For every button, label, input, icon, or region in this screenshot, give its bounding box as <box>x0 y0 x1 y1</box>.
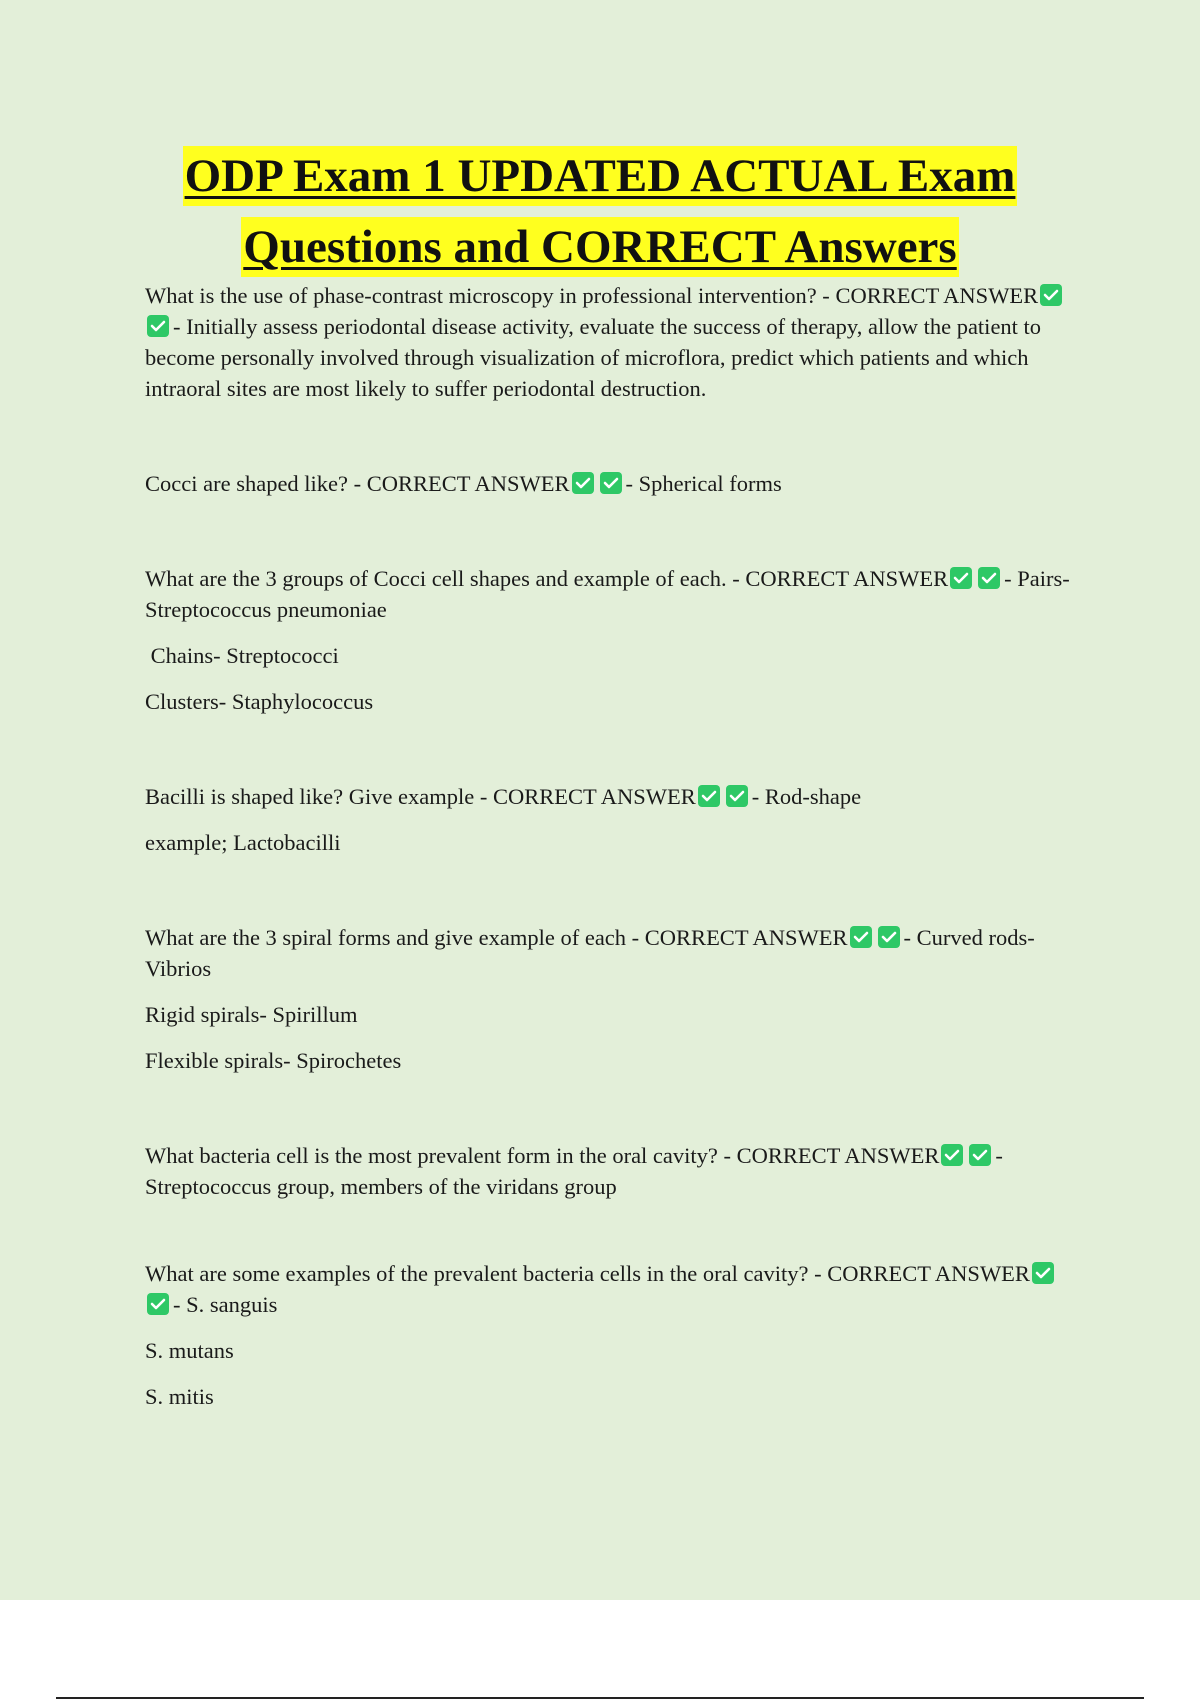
qa-item <box>145 468 1085 499</box>
answer-text: - S. sanguis <box>173 1292 278 1317</box>
answer-line: S. mutans <box>145 1338 234 1363</box>
check-mark-icon <box>147 315 169 337</box>
check-mark-icon <box>572 472 594 494</box>
question-text: What is the use of phase-contrast microscopy in professional intervention? - CORRECT ANSWER - Initially assess periodontal disease activity, evaluate the success of therapy, allow the patient to become personally involved through visualization of microflora, predict which patients and which intraoral sites are most likely to suffer periodontal destruction. <box>145 280 1085 404</box>
question-text: What are the 3 groups of Cocci cell shapes and example of each. - CORRECT ANSWER - Pairs- Streptococcus pneumoniae <box>145 566 1070 622</box>
check-mark-icon <box>147 1293 169 1315</box>
qa-item <box>145 781 1085 858</box>
check-mark-icon <box>726 785 748 807</box>
answer-line: Clusters- Staphylococcus <box>145 689 374 714</box>
check-mark-icon <box>941 1144 963 1166</box>
check-mark-icon <box>878 926 900 948</box>
correct-answer-label: CORRECT ANSWER <box>736 1143 940 1168</box>
footer-divider <box>56 1697 1144 1699</box>
check-mark-icon <box>600 472 622 494</box>
correct-answer-label: CORRECT ANSWER <box>827 1261 1030 1286</box>
answer-text: - Spherical forms <box>625 471 782 496</box>
correct-answer-label: CORRECT ANSWER <box>493 784 696 809</box>
qa-item <box>145 1258 1085 1412</box>
answer-text: - Streptococcus group, members of the viridans group <box>145 1143 1003 1199</box>
question-text: Bacilli is shaped like? Give example - CORRECT ANSWER - Rod-shape <box>145 784 862 809</box>
check-mark-icon <box>1032 1262 1054 1284</box>
title-line-2: Questions and CORRECT Answers <box>241 217 958 277</box>
check-mark-icon <box>969 1144 991 1166</box>
answer-text: - Initially assess periodontal disease activity, evaluate the success of therapy, allow the patient to become personally involved through visualization of microflora, predict which patients and which intraoral sites are most likely to suffer periodontal destruction. <box>145 314 1042 401</box>
qa-list <box>145 280 1085 1412</box>
correct-answer-label: CORRECT ANSWER <box>366 471 570 496</box>
answer-text: - Rod-shape <box>751 784 862 809</box>
answer-line: Chains- Streptococci <box>145 643 339 668</box>
title-line-1: ODP Exam 1 UPDATED ACTUAL Exam <box>183 146 1018 206</box>
check-mark-icon <box>1040 284 1062 306</box>
document-title <box>0 146 1200 288</box>
qa-item <box>145 1140 1085 1202</box>
answer-line: Rigid spirals- Spirillum <box>145 1002 358 1027</box>
check-mark-icon <box>950 567 972 589</box>
correct-answer-label: CORRECT ANSWER <box>745 566 949 591</box>
question-text: What are the 3 spiral forms and give example of each - CORRECT ANSWER - Curved rods- Vibrios <box>145 925 1035 981</box>
question-text: What are some examples of the prevalent bacteria cells in the oral cavity? - CORRECT ANSWER - S. sanguis <box>145 1258 1085 1320</box>
check-mark-icon <box>850 926 872 948</box>
question-text: Cocci are shaped like? - CORRECT ANSWER - Spherical forms <box>145 471 782 496</box>
correct-answer-label: CORRECT ANSWER <box>644 925 848 950</box>
answer-text: - Curved rods- Vibrios <box>145 925 1035 981</box>
qa-item <box>145 563 1085 717</box>
answer-line: Flexible spirals- Spirochetes <box>145 1048 402 1073</box>
qa-item <box>145 922 1085 1076</box>
qa-item <box>145 280 1085 404</box>
answer-line: S. mitis <box>145 1384 214 1409</box>
question-text: What bacteria cell is the most prevalent form in the oral cavity? - CORRECT ANSWER - Streptococcus group, members of the viridans group <box>145 1143 1003 1199</box>
answer-text: - Pairs- Streptococcus pneumoniae <box>145 566 1070 622</box>
check-mark-icon <box>978 567 1000 589</box>
correct-answer-label: CORRECT ANSWER <box>835 283 1039 308</box>
check-mark-icon <box>698 785 720 807</box>
answer-line: example; Lactobacilli <box>145 830 341 855</box>
